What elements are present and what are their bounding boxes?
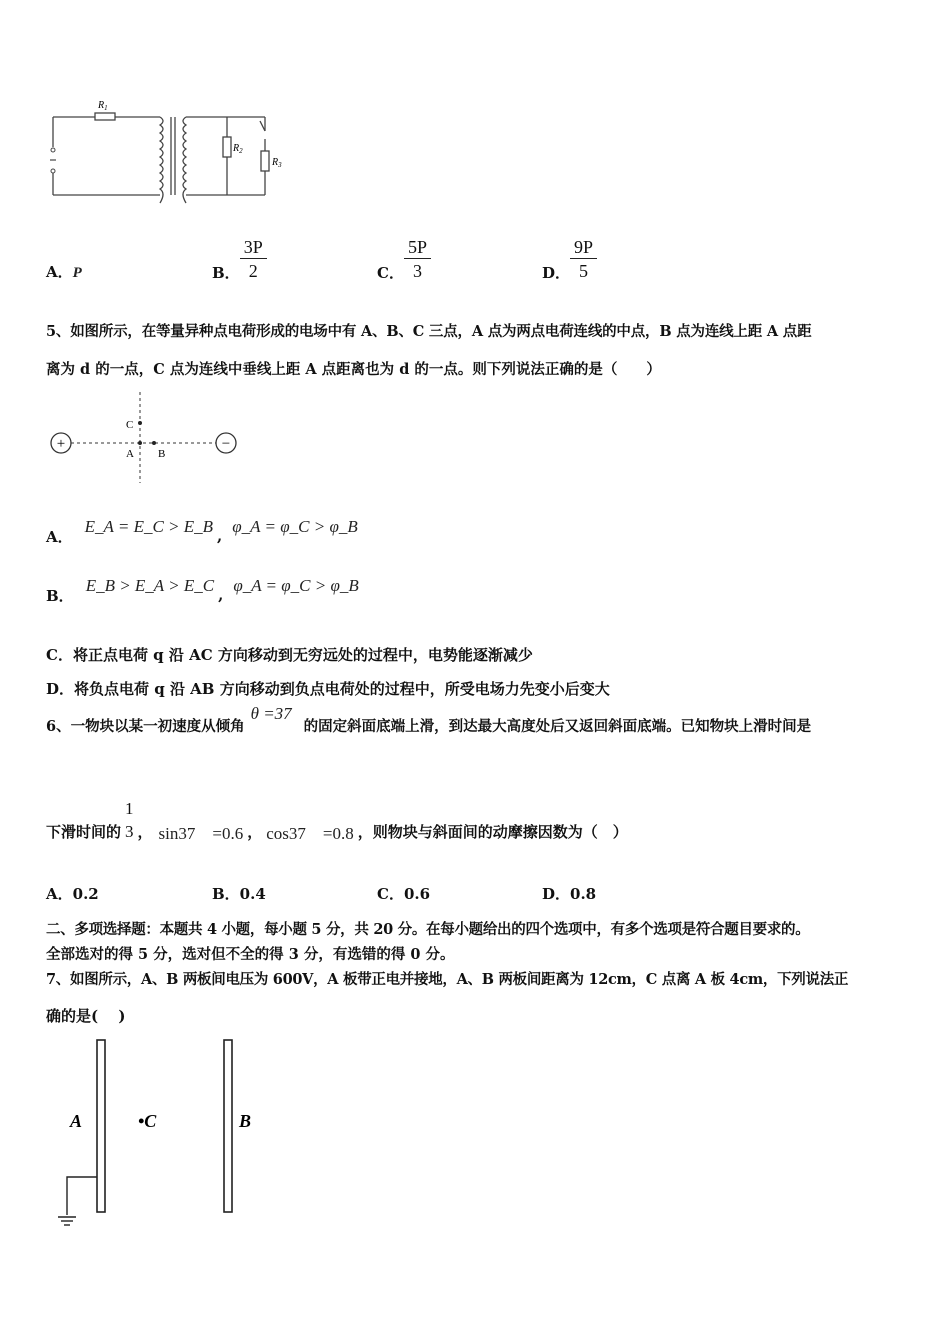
point-a-label: A: [126, 448, 134, 460]
q4-option-c[interactable]: C． $\frac{5P}{3}$: [377, 236, 431, 283]
q4-option-b[interactable]: B． $\frac{3P}{2}$: [212, 236, 267, 283]
plate-a-label: A: [70, 1111, 83, 1131]
q4-option-d[interactable]: D． $\frac{9P}{5}$: [542, 236, 597, 283]
r3-label: $R_3$: [272, 157, 282, 169]
section2-heading-line2: 全部选对的得 5 分，选对但不全的得 3 分，有选错的得 0 分。: [46, 946, 455, 963]
capacitor-plates-figure: [46, 1035, 276, 1235]
q5-option-c[interactable]: C．将正点电荷 q 沿 AC 方向移动到无穷远处的过程中，电势能逐渐减少: [46, 646, 533, 664]
q5-option-a-expr1: E_A = E_C > E_B: [84, 517, 214, 536]
q6-option-a[interactable]: A．0.2: [46, 885, 99, 903]
q6-option-c[interactable]: C．0.6: [377, 885, 431, 903]
q5-option-b-expr2: φ_A = φ_C > φ_B: [233, 576, 359, 595]
q6-ratio-fraction: 1 3: [125, 799, 134, 841]
q6-sin: sin37 =0.6: [158, 823, 244, 843]
negative-charge: −: [221, 436, 231, 452]
q6-stem-line1: 6、一物块以某一初速度从倾角 θ =37 的固定斜面底端上滑，到达最大高度处后又返回斜面底端。已知物块上滑时间是: [46, 704, 812, 735]
q4-option-c-fraction: $\frac{5P}{3}$: [404, 236, 431, 283]
q5-stem-line1: 5、如图所示，在等量异种点电荷形成的电场中有 A、B、C 三点，A 点为两点电荷连线的中点，B 点为连线上距 A 点距: [46, 323, 812, 340]
dipole-field-figure: [46, 390, 246, 485]
q5-option-b[interactable]: B． E_B > E_A > E_C , φ_A = φ_C > φ_B: [46, 576, 359, 605]
q5-option-a-expr2: φ_A = φ_C > φ_B: [232, 517, 358, 536]
positive-charge: +: [56, 436, 66, 452]
q4-option-a[interactable]: A．P: [46, 263, 82, 281]
section2-heading-line1: 二、多项选择题：本题共 4 小题，每小题 5 分，共 20 分。在每小题给出的四个选项中，有多个选项是符合题目要求的。: [46, 921, 810, 938]
q6-cos: cos37 =0.8: [266, 823, 354, 843]
point-c-label: •C: [138, 1111, 157, 1131]
point-b-label: B: [158, 448, 166, 460]
q5-option-b-expr1: E_B > E_A > E_C: [85, 576, 215, 595]
q5-option-d[interactable]: D．将负点电荷 q 沿 AB 方向移动到负点电荷处的过程中，所受电场力先变小后变大: [46, 680, 610, 698]
q5-stem-line2: 离为 d 的一点，C 点为连线中垂线上距 A 点距离也为 d 的一点。则下列说法正确的是（ ）: [46, 361, 661, 378]
q6-option-b[interactable]: B．0.4: [212, 885, 266, 903]
transformer-circuit-figure: [40, 95, 300, 205]
q4-option-b-fraction: $\frac{3P}{2}$: [240, 236, 267, 283]
q7-stem-line1: 7、如图所示，A、B 两板间电压为 600V，A 板带正电并接地，A、B 两板间距离为 12cm，C 点离 A 板 4cm，下列说法正: [46, 971, 849, 988]
r1-label: $R_1$: [98, 100, 108, 112]
plate-b-label: B: [239, 1111, 252, 1131]
q4-option-d-fraction: $\frac{9P}{5}$: [570, 236, 597, 283]
q5-option-a[interactable]: A． E_A = E_C > E_B , φ_A = φ_C > φ_B: [46, 517, 358, 546]
q6-option-d[interactable]: D．0.8: [542, 885, 597, 903]
r2-label: $R_2$: [233, 143, 243, 155]
q6-theta: θ =37: [250, 704, 292, 723]
point-c-label: C: [126, 419, 134, 431]
q6-stem-line2: 下滑时间的 1 3 ， sin37 =0.6 ， cos37 =0.8 ，则物块与斜面间的动摩擦因数为（ ）: [46, 799, 628, 843]
q7-stem-line2: 确的是( ): [46, 1007, 126, 1025]
